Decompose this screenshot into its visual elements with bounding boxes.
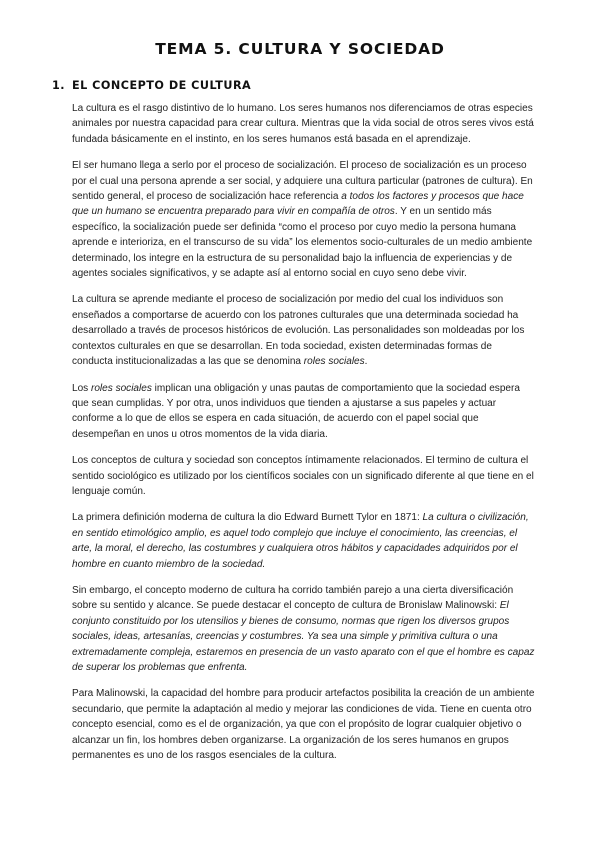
paragraph-7-quote: El conjunto constituido por los utensilios y bienes de consumo, normas que rigen los diversos grupos sociales, ideas, artesanías, creencias y costumbres. Ya sea una simple y primitiva cultura o una extremadamente compleja, estaremos en presencia de un vasto aparato con el que el hombre es capaz de superar los problemas que enfrenta. <box>72 600 535 673</box>
section-heading <box>52 79 251 92</box>
paragraph-4-emphasis: roles sociales <box>91 382 152 394</box>
paragraph-8 <box>72 686 535 763</box>
paragraph-2-text-a: El ser humano llega a serlo por el proceso de socialización. El proceso de socialización es un proceso por el cual una persona aprende a ser social, y adquiere una cultura particular (patrones de cultura). En sentido general, el proceso de socialización hace referencia <box>72 160 533 203</box>
paragraph-2-emphasis: a todos los factores y procesos que hace que un humano se encuentra preparado para vivir en compañía de otros <box>72 191 524 218</box>
paragraph-4 <box>72 381 535 443</box>
paragraph-6-text-a: La primera definición moderna de cultura la dio Edward Burnett Tylor en 1871: <box>72 512 423 524</box>
paragraph-7 <box>72 583 535 675</box>
paragraph-1 <box>72 101 535 147</box>
paragraph-6-quote: La cultura o civilización, en sentido etimológico amplio, es aquel todo complejo que incluye el conocimiento, las creencias, el arte, la moral, el derecho, las costumbres y cualquiera otros hábitos y capacidades adquiridos por el hombre en cuanto miembro de la sociedad. <box>72 512 529 570</box>
paragraph-3-text-c: . <box>364 356 368 368</box>
paragraph-3-text-a: La cultura se aprende mediante el proceso de socialización por medio del cual los individuos son enseñados a comportarse de acuerdo con los patrones culturales que una determinada sociedad ha desarrollado a través de procesos históricos de evolución. Las personalidades son moldeadas por los contextos culturales en que se desarrollan. En toda sociedad, existen determinadas formas de conducta institucionalizadas a las que se denomina <box>72 294 525 368</box>
paragraph-5-text: Los conceptos de cultura y sociedad son conceptos íntimamente relacionados. El termino de cultura el sentido sociológico es utilizado por los científicos sociales con un significado diferente al que tiene en el lenguaje común. <box>72 455 534 497</box>
paragraph-3 <box>72 292 535 369</box>
paragraph-2-text-c: . Y en un sentido más específico, la socialización puede ser definida “como el proceso por cuyo medio la persona humana aprende e interioriza, en el transcurso de su vida” los elementos socio-culturales de un medio ambiente determinado, los integre en la estructura de su personalidad bajo la influencia de experiencias y de agentes sociales significativos, y se adapte así al entorno social en cuyo seno debe vivir. <box>72 206 533 280</box>
paragraph-2 <box>72 158 535 281</box>
paragraph-4-text-c: implican una obligación y unas pautas de comportamiento que la sociedad espera que sean cumplidas. Y por otra, unos individuos que tienden a ajustarse a sus papeles y actuar conforme a lo que de ellos se espera en cada situación, de acuerdo con el papel social que desempeñan en unos u otros momentos de la vida diaria. <box>72 382 520 440</box>
paragraph-5 <box>72 453 535 499</box>
paragraph-4-text-a: Los <box>72 382 91 394</box>
paragraph-3-emphasis: roles sociales <box>303 356 365 368</box>
section-number: 1. <box>52 79 66 92</box>
paragraph-6 <box>72 510 535 572</box>
page-title: TEMA 5. CULTURA Y SOCIEDAD <box>155 40 445 58</box>
paragraph-8-text: Para Malinowski, la capacidad del hombre para producir artefactos posibilita la creación de un ambiente secundario, que permite la adaptación al medio y mejorar las condiciones de vida. Tiene en cuenta otro concepto esencial, como es el de organización, ya que con el propósito de lograr cualquier objetivo o alcanzar un fin, los hombres deben organizarse. La organización de los seres humanos en grupos permanentes es uno de los rasgos esenciales de la cultura. <box>72 688 535 762</box>
document-body <box>72 101 535 774</box>
section-title: EL CONCEPTO DE CULTURA <box>72 79 252 92</box>
paragraph-1-text: La cultura es el rasgo distintivo de lo humano. Los seres humanos nos diferenciamos de otras especies animales por nuestra capacidad para crear cultura. Mientras que la vida social de otros seres vivos está fundada básicamente en el instinto, en los seres humanos está basada en el aprendizaje. <box>72 103 534 145</box>
paragraph-7-text-a: Sin embargo, el concepto moderno de cultura ha corrido también parejo a una cierta diversificación sobre su sentido y alcance. Se puede destacar el concepto de cultura de Bronislaw Malinowski: <box>72 584 514 612</box>
